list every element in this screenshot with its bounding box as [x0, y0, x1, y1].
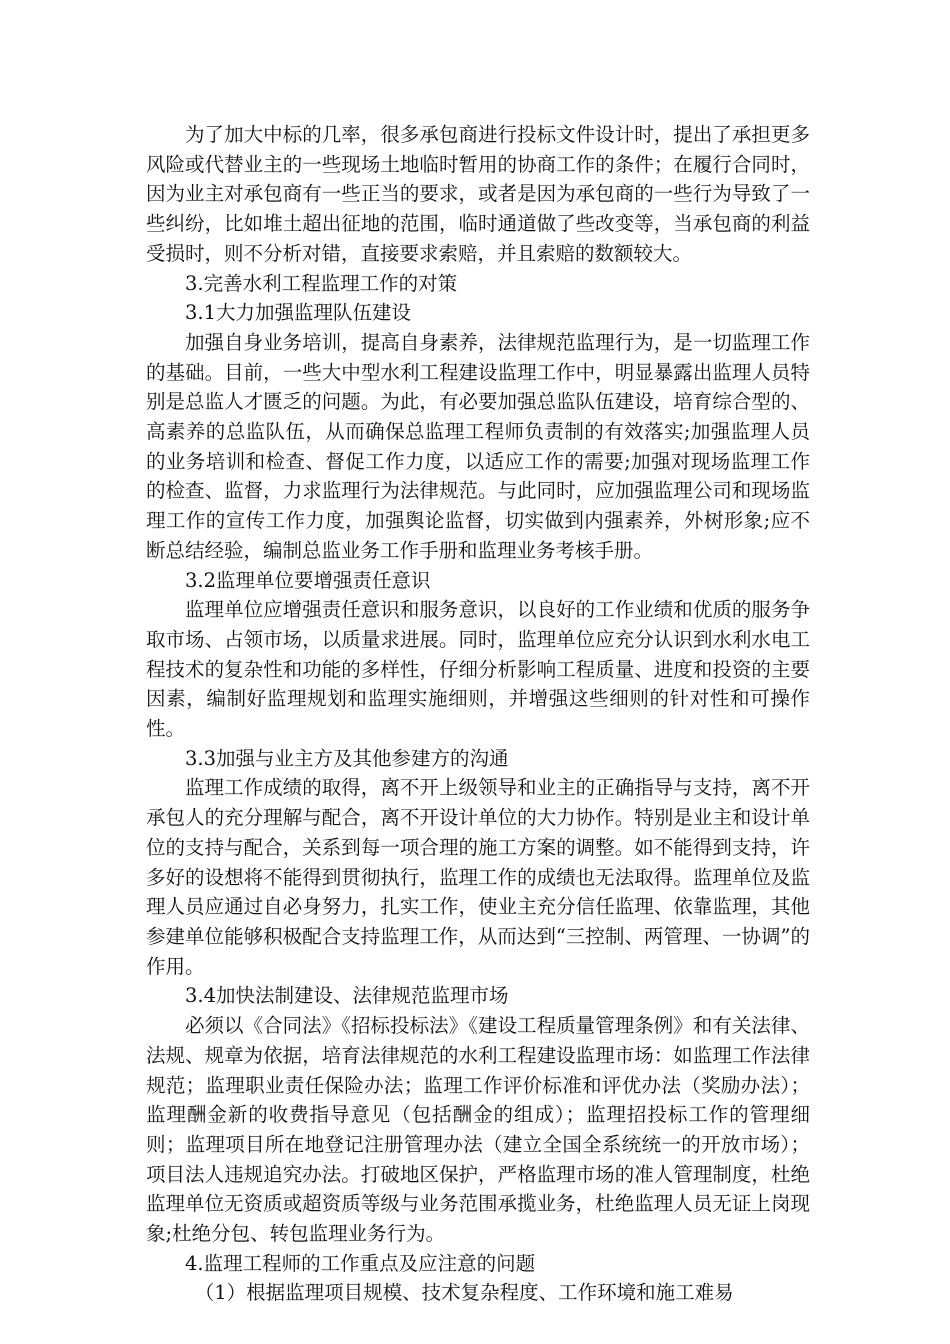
section-heading-4: 4.监理工程师的工作重点及应注意的问题 — [185, 1251, 536, 1275]
section-heading-3-2: 3.2监理单位要增强责任意识 — [185, 568, 431, 592]
section-heading-3: 3.完善水利工程监理工作的对策 — [185, 271, 458, 295]
paragraph-responsibility: 监理单位应增强责任意识和服务意识，以良好的工作业绩和优质的服务争取市场、占领市场，以质量求进展。同时，监理单位应充分认识到水利水电工程技术的复杂性和功能的多样性，仔细分析影响工程质量、进度和投资的主要因素，编制好监理规划和监理实施细则，并增强这些细则的针对性和可操作性。 — [146, 598, 810, 741]
paragraph-team-building: 加强自身业务培训，提高自身素养，法律规范监理行为，是一切监理工作的基础。目前，一些大中型水利工程建设监理工作中，明显暴露出监理人员特别是总监人才匮乏的问题。为此，有必要加强总监队伍建设，培育综合型的、高素养的总监队伍，从而确保总监理工程师负责制的有效落实;加强监理人员的业务培训和检查、督促工作力度，以适应工作的需要;加强对现场监理工作的检查、监督，力求监理行为法律规范。与此同时，应加强监理公司和现场监理工作的宣传工作力度，加强舆论监督，切实做到内强素养，外树形象;应不断总结经验，编制总监业务工作手册和监理业务考核手册。 — [146, 330, 810, 562]
list-item-1: （1）根据监理项目规模、技术复杂程度、工作环境和施工难易 — [194, 1281, 734, 1305]
section-heading-3-1: 3.1大力加强监理队伍建设 — [185, 301, 412, 325]
paragraph-legal-market: 必须以《合同法》《招标投标法》《建设工程质量管理条例》和有关法律、法规、规章为依据，培育法律规范的水利工程建设监理市场：如监理工作法律规范；监理职业责任保险办法；监理工作评价标准和评优办法（奖励办法）；监理酬金新的收费指导意见（包括酬金的组成）；监理招投标工作的管理细则；监理项目所在地登记注册管理办法（建立全国全系统统一的开放市场）；项目法人违规追究办法。打破地区保护，严格监理市场的准人管理制度，杜绝监理单位无资质或超资质等级与业务范围承揽业务，杜绝监理人员无证上岗现象;杜绝分包、转包监理业务行为。 — [146, 1014, 810, 1246]
section-heading-3-3: 3.3加强与业主方及其他参建方的沟通 — [185, 746, 509, 770]
document-page — [146, 120, 810, 1308]
section-heading-3-4: 3.4加快法制建设、法律规范监理市场 — [185, 984, 509, 1008]
paragraph-bidding-disputes: 为了加大中标的几率，很多承包商进行投标文件设计时，提出了承担更多风险或代替业主的一些现场土地临时暂用的协商工作的条件；在履行合同时，因为业主对承包商有一些正当的要求，或者是因为承包商的一些行为导致了一些纠纷，比如堆土超出征地的范围，临时通道做了些改变等，当承包商的利益受损时，则不分析对错，直接要求索赔，并且索赔的数额较大。 — [146, 123, 810, 265]
paragraph-communication: 监理工作成绩的取得，离不开上级领导和业主的正确指导与支持，离不开承包人的充分理解与配合，离不开设计单位的大力协作。特别是业主和设计单位的支持与配合，关系到每一项合理的施工方案的调整。如不能得到支持，许多好的设想将不能得到贯彻执行，监理工作的成绩也无法取得。监理单位及监理人员应通过自必身努力，扎实工作，使业主充分信任监理、依靠监理，其他参建单位能够积极配合支持监理工作，从而达到“三控制、两管理、一协调”的作用。 — [146, 776, 810, 978]
